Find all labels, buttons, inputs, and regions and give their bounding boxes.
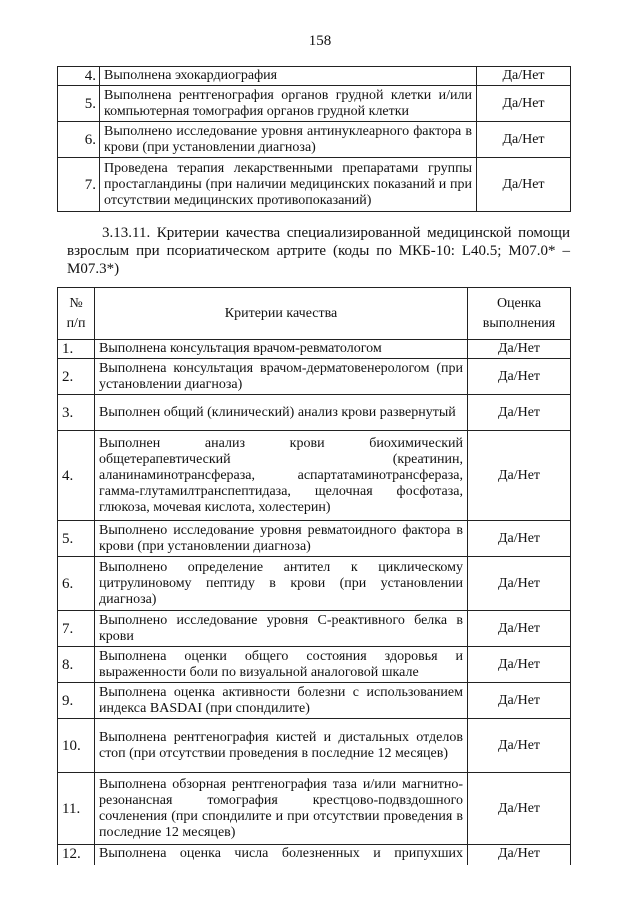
criterion-text: Выполнена обзорная рентгенография таза и/или магнитно-резонансная томография крестцово-подвздошного сочленения (при спондилите и при отсутствии проведения в последние 12 месяцев) bbox=[95, 773, 468, 845]
table-row bbox=[58, 557, 571, 611]
criterion-text: Выполнена оценка активности болезни с использованием индекса BASDAI (при спондилите) bbox=[95, 683, 468, 719]
row-number: 7. bbox=[58, 611, 95, 647]
table-row bbox=[58, 611, 571, 647]
table-row bbox=[58, 158, 571, 212]
criterion-text: Выполнена рентгенография органов грудной клетки и/или компьютерная томография органов грудной клетки bbox=[100, 86, 477, 122]
row-number: 10. bbox=[58, 719, 95, 773]
table-row bbox=[58, 647, 571, 683]
table-row bbox=[58, 395, 571, 431]
criterion-text: Выполнена оценки общего состояния здоровья и выраженности боли по визуальной аналоговой шкале bbox=[95, 647, 468, 683]
grade-value: Да/Нет bbox=[468, 340, 571, 359]
table-row bbox=[58, 719, 571, 773]
row-number: 4. bbox=[58, 431, 95, 521]
grade-value: Да/Нет bbox=[468, 395, 571, 431]
criterion-text: Выполнена эхокардиография bbox=[100, 67, 477, 86]
criterion-text: Выполнена консультация врачом-дерматовенерологом (при установлении диагноза) bbox=[95, 359, 468, 395]
grade-value: Да/Нет bbox=[477, 67, 571, 86]
criterion-text: Выполнено исследование уровня С-реактивного белка в крови bbox=[95, 611, 468, 647]
page-number: 158 bbox=[308, 33, 332, 49]
table-row bbox=[58, 773, 571, 845]
grade-value: Да/Нет bbox=[468, 359, 571, 395]
criterion-text: Выполнено исследование уровня ревматоидного фактора в крови (при установлении диагноза) bbox=[95, 521, 468, 557]
criteria-table-continued bbox=[57, 66, 571, 212]
row-number: 5. bbox=[58, 86, 100, 122]
criterion-text: Выполнен анализ крови биохимический общетерапевтический (креатинин, аланинаминотрансфераза, аспартатаминотрансфераза, гамма-глутамилтранспептидаза, щелочная фосфотаза, глюкоза, мочевая кислота, холестерин) bbox=[95, 431, 468, 521]
column-header-grade: Оценка выполнения bbox=[468, 288, 571, 340]
criterion-text: Проведена терапия лекарственными препаратами группы простагландины (при наличии медицинских показаний и при отсутствии медицинских противопоказаний) bbox=[100, 158, 477, 212]
table-row bbox=[58, 521, 571, 557]
criterion-text: Выполнена рентгенография кистей и дистальных отделов стоп (при отсутствии проведения в последние 12 месяцев) bbox=[95, 719, 468, 773]
grade-value: Да/Нет bbox=[477, 122, 571, 158]
row-number: 6. bbox=[58, 557, 95, 611]
row-number: 2. bbox=[58, 359, 95, 395]
row-number: 3. bbox=[58, 395, 95, 431]
row-number: 9. bbox=[58, 683, 95, 719]
row-number: 11. bbox=[58, 773, 95, 845]
table-row bbox=[58, 431, 571, 521]
grade-value: Да/Нет bbox=[477, 86, 571, 122]
criterion-text: Выполнена консультация врачом-ревматологом bbox=[95, 340, 468, 359]
section-heading: 3.13.11. Критерии качества специализированной медицинской помощи взрослым при псориатическом артрите (коды по МКБ-10: L40.5; M07.0* – M07.3*) bbox=[67, 225, 570, 277]
criterion-text: Выполнено исследование уровня антинуклеарного фактора в крови (при установлении диагноза) bbox=[100, 122, 477, 158]
table-row bbox=[58, 86, 571, 122]
grade-value: Да/Нет bbox=[468, 431, 571, 521]
grade-value: Да/Нет bbox=[468, 521, 571, 557]
row-number: 8. bbox=[58, 647, 95, 683]
criterion-text: Выполнено определение антител к циклическому цитрулиновому пептиду в крови (при установлении диагноза) bbox=[95, 557, 468, 611]
grade-value: Да/Нет bbox=[468, 647, 571, 683]
row-number: 5. bbox=[58, 521, 95, 557]
row-number: 6. bbox=[58, 122, 100, 158]
criterion-text: Выполнена оценка числа болезненных и припухших bbox=[95, 845, 468, 865]
table-row bbox=[58, 845, 571, 865]
table-row bbox=[58, 122, 571, 158]
criteria-table bbox=[57, 287, 571, 865]
table-row bbox=[58, 67, 571, 86]
grade-value: Да/Нет bbox=[468, 557, 571, 611]
table-row bbox=[58, 359, 571, 395]
row-number: 4. bbox=[58, 67, 100, 86]
table-row bbox=[58, 683, 571, 719]
criterion-text: Выполнен общий (клинический) анализ крови развернутый bbox=[95, 395, 468, 431]
grade-value: Да/Нет bbox=[468, 683, 571, 719]
table-header-row bbox=[58, 288, 571, 340]
grade-value: Да/Нет bbox=[477, 158, 571, 212]
grade-value: Да/Нет bbox=[468, 773, 571, 845]
grade-value: Да/Нет bbox=[468, 611, 571, 647]
row-number: 12. bbox=[58, 845, 95, 865]
table-row bbox=[58, 340, 571, 359]
grade-value: Да/Нет bbox=[468, 719, 571, 773]
row-number: 1. bbox=[58, 340, 95, 359]
column-header-criteria: Критерии качества bbox=[95, 288, 468, 340]
row-number: 7. bbox=[58, 158, 100, 212]
grade-value: Да/Нет bbox=[468, 845, 571, 865]
column-header-number: № п/п bbox=[58, 288, 95, 340]
